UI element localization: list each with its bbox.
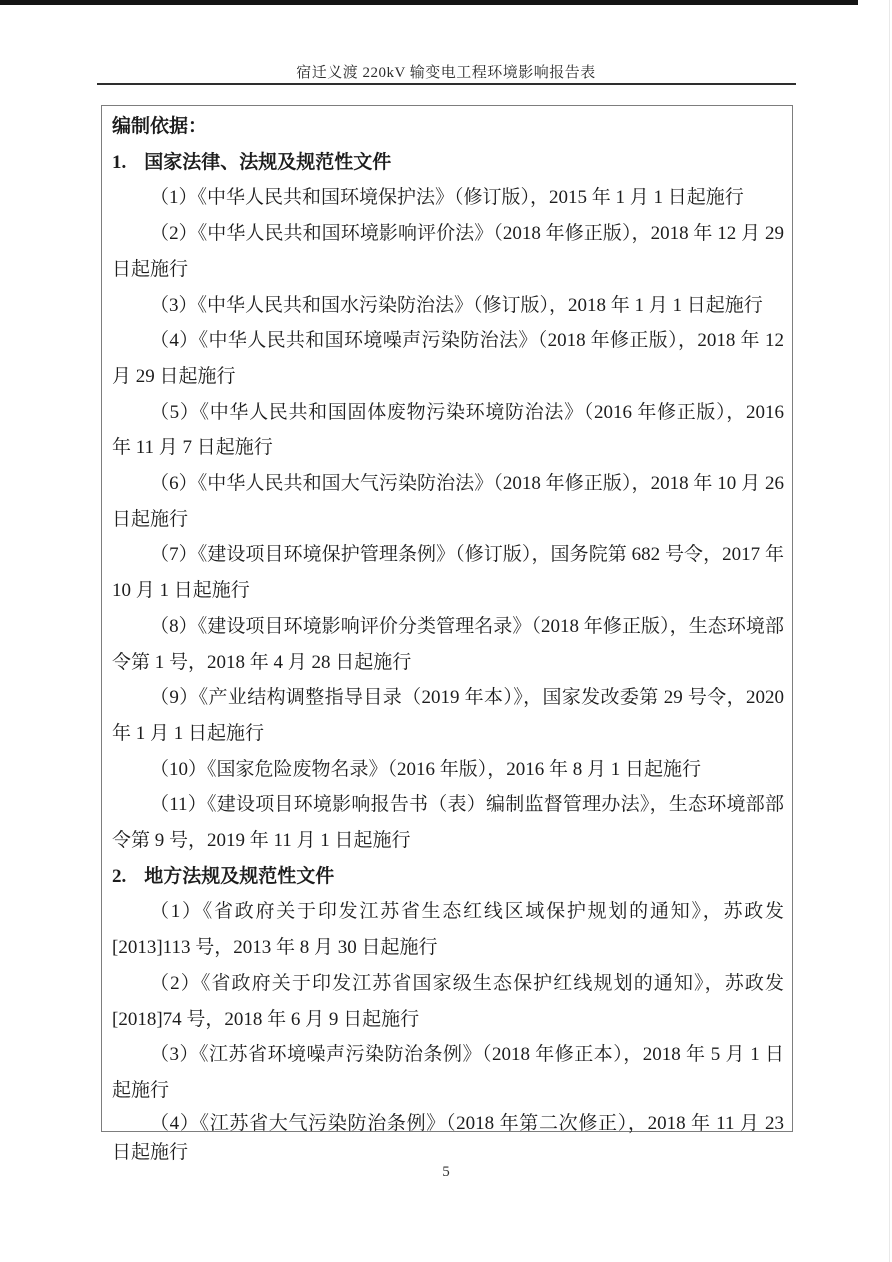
scan-artifact-right-edge: [889, 0, 890, 1262]
section-1-item-10: （10）《国家危险废物名录》（2016 年版），2016 年 8 月 1 日起施行: [150, 758, 702, 780]
page-number: 5: [442, 1164, 450, 1180]
sections-container: [112, 145, 784, 1167]
section-2-item-2: （2）《省政府关于印发江苏省国家级生态保护红线规划的通知》，苏政发[2018]74 号，2018 年 6 月 9 日起施行: [112, 972, 784, 1030]
running-header-title: 宿迁义渡 220kV 输变电工程环境影响报告表: [296, 65, 596, 81]
section-1-item-3: （3）《中华人民共和国水污染防治法》（修订版），2018 年 1 月 1 日起施行: [150, 294, 763, 316]
section-1-item-7: （7）《建设项目环境保护管理条例》（修订版），国务院第 682 号令，2017 年 10 月 1 日起施行: [112, 544, 784, 602]
report-table-cell: [101, 105, 793, 1163]
scan-artifact-top-bar: [0, 0, 858, 5]
section-1-item-8: （8）《建设项目环境影响评价分类管理名录》（2018 年修正版），生态环境部令第 1 号，2018 年 4 月 28 日起施行: [112, 615, 784, 673]
section-2-heading: [112, 859, 784, 895]
section-1-item-4: （4）《中华人民共和国环境噪声污染防治法》（2018 年修正版），2018 年 12 月 29 日起施行: [112, 330, 784, 387]
section-2-item-1: （1）《省政府关于印发江苏省生态红线区域保护规划的通知》，苏政发[2013]113 号，2013 年 8 月 30 日起施行: [112, 901, 784, 959]
section-1-item-5: （5）《中华人民共和国固体废物污染环境防治法》（2016 年修正版），2016 年 11 月 7 日起施行: [112, 401, 784, 459]
section-1-item-9: （9）《产业结构调整指导目录（2019 年本）》，国家发改委第 29 号令，2020 年 1 月 1 日起施行: [112, 687, 784, 744]
section-1-heading: [112, 145, 784, 181]
header-rule: [97, 83, 796, 85]
section-number: 1.: [112, 151, 127, 173]
section-2-item-3: （3）《江苏省环境噪声污染防治条例》（2018 年修正本），2018 年 5 月 1 日起施行: [112, 1044, 784, 1101]
section-2-item-4: （4）《江苏省大气污染防治条例》（2018 年第二次修正），2018 年 11 月 23 日起施行: [112, 1112, 784, 1163]
section-1-item-2: （2）《中华人民共和国环境影响评价法》（2018 年修正版），2018 年 12 月 29 日起施行: [112, 223, 784, 280]
section-title: 国家法律、法规及规范性文件: [144, 151, 392, 173]
compilation-basis-label: 编制依据：: [112, 116, 208, 137]
section-1-item-1: （1）《中华人民共和国环境保护法》（修订版），2015 年 1 月 1 日起施行: [150, 187, 744, 209]
section-1-item-6: （6）《中华人民共和国大气污染防治法》（2018 年修正版），2018 年 10 月 26 日起施行: [112, 473, 784, 530]
section-number: 2.: [112, 865, 127, 887]
section-title: 地方法规及规范性文件: [144, 865, 335, 887]
section-1-item-11: （11）《建设项目环境影响报告书（表）编制监督管理办法》，生态环境部部令第 9 号，2019 年 11 月 1 日起施行: [112, 794, 784, 852]
